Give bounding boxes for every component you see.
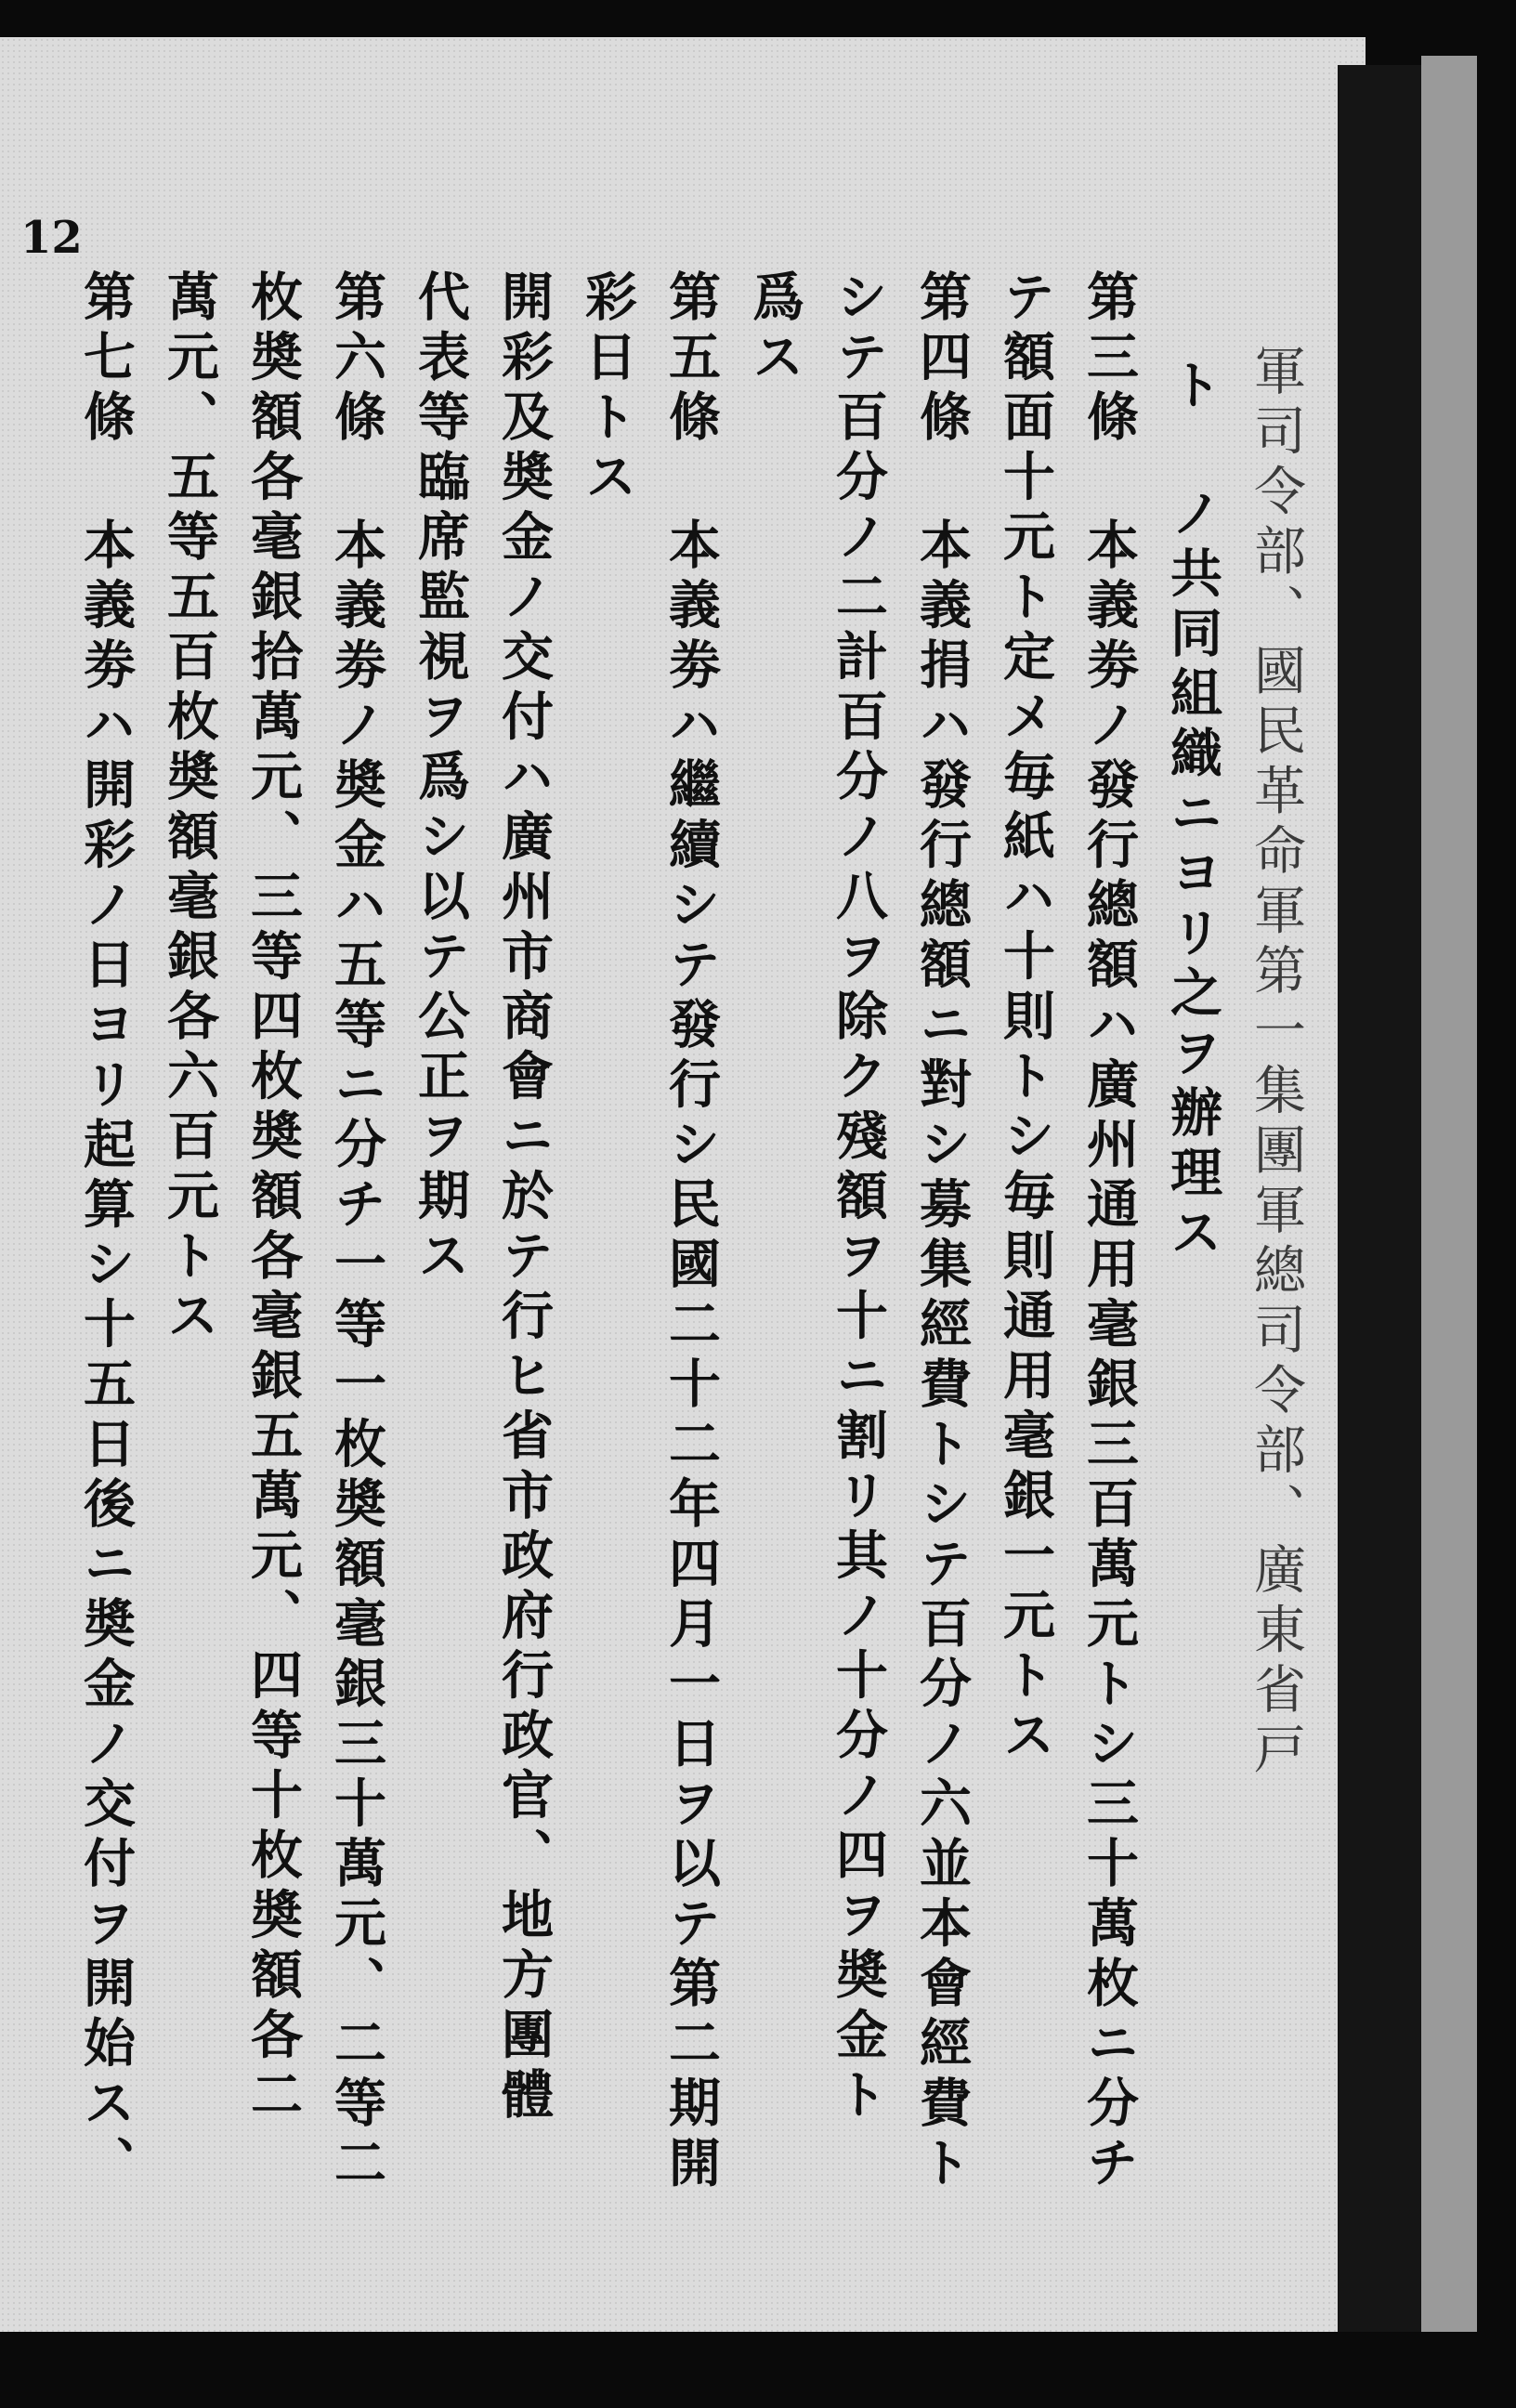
text-line-5: 第四條 本義捐ハ發行總額ニ對シ募集經費トシテ百分ノ六並本會經費ト <box>911 269 972 2195</box>
text-line-2: ト ノ共同組織ニヨリ之ヲ辦理ス <box>1162 358 1222 1265</box>
book-spine <box>1338 65 1421 2332</box>
facing-page-edge <box>1421 56 1477 2332</box>
text-line-6: シテ百分ノ二計百分ノ八ヲ除ク殘額ヲ十ニ割リ其ノ十分ノ四ヲ奬金ト <box>828 269 888 2127</box>
text-line-11: 代表等臨席監視ヲ爲シ以テ公正ヲ期ス <box>410 269 470 1289</box>
page-number: 12 <box>20 212 83 264</box>
text-line-13: 枚奬額各毫銀拾萬元、三等四枚奬額各毫銀五萬元、四等十枚奬額各二 <box>242 269 303 2127</box>
text-line-8: 第五條 本義劵ハ繼續シテ發行シ民國二十二年四月一日ヲ以テ第二期開 <box>660 269 721 2195</box>
text-line-4: テ額面十元ト定メ毎紙ハ十則トシ毎則通用毫銀一元トス <box>995 269 1055 1768</box>
text-line-7: 爲ス <box>744 269 804 389</box>
text-line-15: 第七條 本義劵ハ開彩ノ日ヨリ起算シ十五日後ニ奬金ノ交付ヲ開始ス、 <box>75 269 136 2195</box>
text-line-1: 軍司令部、國民革命軍第一集團軍總司令部、廣東省戸 <box>1246 344 1306 1782</box>
text-line-3: 第三條 本義劵ノ發行總額ハ廣州通用毫銀三百萬元トシ三十萬枚ニ分チ <box>1078 269 1139 2195</box>
text-line-10: 開彩及奬金ノ交付ハ廣州市商會ニ於テ行ヒ省市政府行政官、地方團體 <box>493 269 554 2127</box>
text-line-14: 萬元、五等五百枚奬額毫銀各六百元トス <box>159 269 219 1348</box>
text-line-9: 彩日トス <box>577 269 637 509</box>
text-line-12: 第六條 本義劵ノ奬金ハ五等ニ分チ一等一枚奬額毫銀三十萬元、二等二 <box>326 269 386 2195</box>
